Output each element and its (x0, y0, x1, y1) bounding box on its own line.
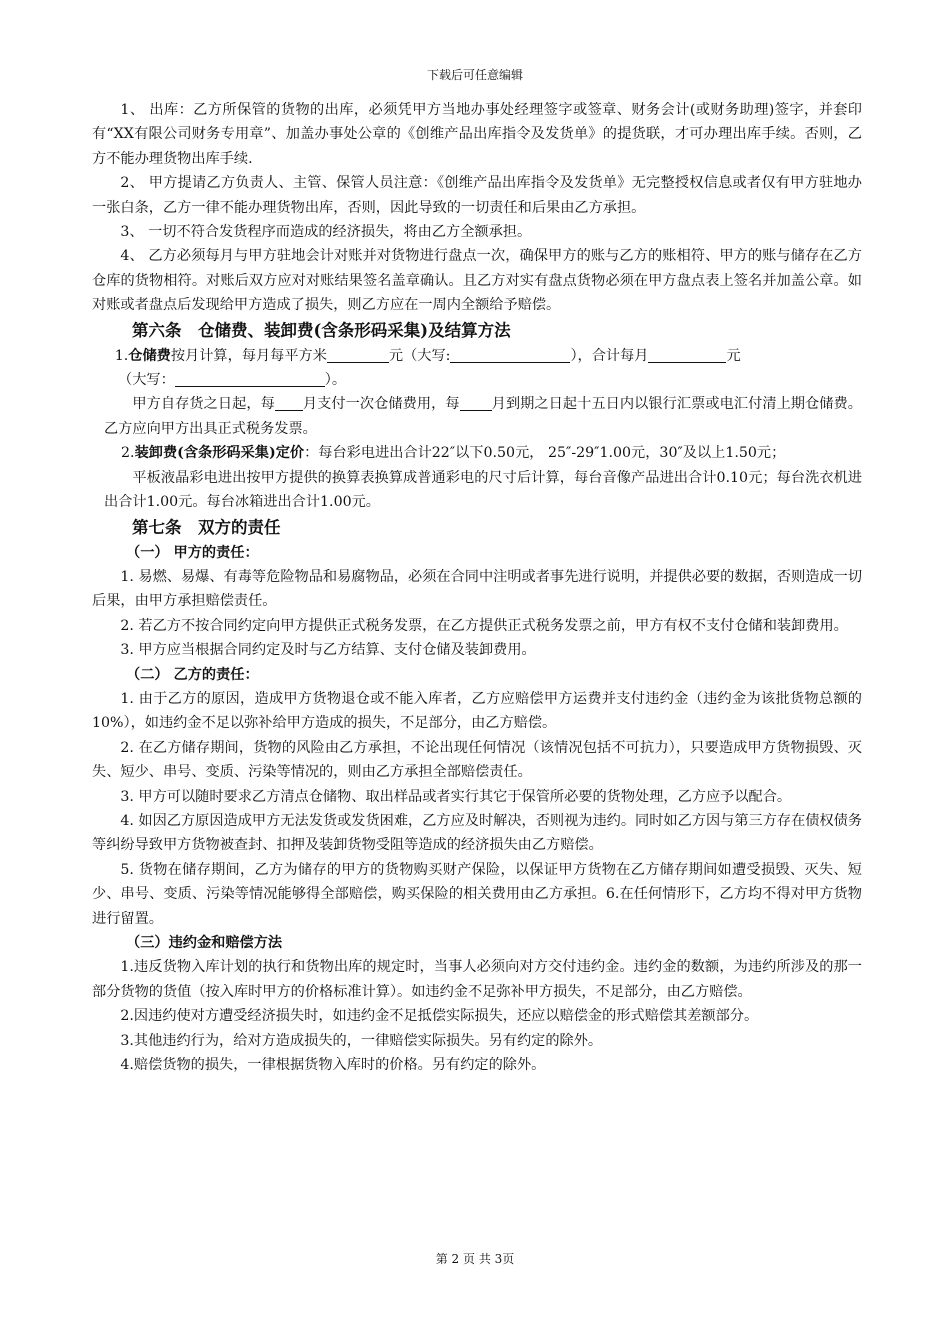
storage-fee-line (92, 344, 862, 368)
document-body (92, 98, 862, 1077)
handling-fee-text: ：每台彩电进出合计22″以下0.50元， 25″-29″1.00元，30″及以上1.50元； (304, 445, 786, 462)
party-b-duty-5: 5. 货物在储存期间，乙方为储存的甲方的货物购买财产保险，以保证甲方货物在乙方储存期间如遭受损毁、灭失、短少、串号、变质、污染等情况能够得全部赔偿，购买保险的相关费用由乙方承担。6.在任何情形下，乙方均不得对甲方货物进行留置。 (92, 861, 862, 927)
handling-fee-detail: 平板液晶彩电进出按甲方提供的换算表换算成普通彩电的尺寸后计算，每台音像产品进出合计0.10元；每台洗衣机进出合计1.00元。每台冰箱进出合计1.00元。 (104, 469, 862, 511)
blank-price[interactable] (327, 347, 389, 363)
storage-fee-words-a: （大写： (118, 372, 175, 389)
party-a-duties-title: （一） 甲方的责任： (126, 544, 259, 561)
clause-outbound: 1、 出库：乙方所保管的货物的出库，必须凭甲方当地办事处经理签字或签章、财务会计(或财务助理)签字，并套印有“XX有限公司财务专用章”、加盖办事处公章的《创维产品出库指令及发货单》的提货联，才可办理出库手续。否则，乙方不能办理货物出库手续. (92, 102, 862, 167)
article-7-title: 第七条 双方的责任 (132, 517, 281, 537)
party-b-duty-2: 2. 在乙方储存期间，货物的风险由乙方承担，不论出现任何情况（该情况包括不可抗力），只要造成甲方货物损毁、灭失、短少、串号、变质、污染等情况的，则由乙方承担全部赔偿责任。 (92, 739, 862, 781)
party-b-duties-title: （二） 乙方的责任： (126, 666, 259, 683)
penalty-1: 1.违反货物入库计划的执行和货物出库的规定时，当事人必须向对方交付违约金。违约金的数额，为违约所涉及的那一部分货物的货值（按入库时甲方的价格标准计算）。如违约金不足弥补甲方损失，不足部分，由乙方赔偿。 (92, 959, 862, 1000)
blank-monthly-words[interactable] (175, 371, 325, 387)
clause-reconciliation: 4、 乙方必须每月与甲方驻地会计对账并对货物进行盘点一次，确保甲方的账与乙方的账相符、甲方的账与储存在乙方仓库的货物相符。对账后双方应对对账结果签名盖章确认。且乙方对实有盘点货物必须在甲方盘点表上签名并加盖公章。如对账或者盘点后发现给甲方造成了损失，则乙方应在一周内全额给予赔偿。 (92, 248, 862, 314)
page-footer (0, 1250, 950, 1267)
article-6-title: 第六条 仓储费、装卸费(含条形码采集)及结算方法 (132, 320, 511, 340)
storage-fee-words-b: ）。 (324, 372, 347, 389)
storage-fee-label: 仓储费 (128, 347, 171, 364)
storage-payment-line (92, 392, 862, 441)
party-b-duty-1: 1. 由于乙方的原因，造成甲方货物退仓或不能入库者，乙方应赔偿甲方运费并支付违约金（违约金为该批货物总额的10%），如违约金不足以弥补给甲方造成的损失，不足部分，由乙方赔偿。 (92, 690, 862, 732)
blank-monthly-total[interactable] (648, 347, 726, 363)
party-b-duty-3: 3. 甲方可以随时要求乙方清点仓储物、取出样品或者实行其它于保管所必要的货物处理，乙方应予以配合。 (120, 788, 792, 805)
blank-months-1[interactable] (275, 395, 303, 411)
storage-fee-num: 1. (114, 347, 129, 364)
storage-fee-text-d: 元 (726, 347, 741, 364)
storage-fee-text-a: 按月计算，每月每平方米 (170, 347, 327, 364)
page-number: 第 2 页 共 3页 (435, 1252, 515, 1266)
party-b-duty-4: 4. 如因乙方原因造成甲方无法发货或发货困难，乙方应及时解决，否则视为违约。同时如乙方因与第三方存在债权债务等纠纷导致甲方货物被查封、扣押及装卸货物受阻等造成的经济损失由乙方赔偿。 (92, 812, 863, 854)
storage-payment-c: 月到期之日起十五日内以银行汇票或电汇付清上期仓储费。乙方应向甲方出具正式税务发票。 (104, 396, 862, 437)
storage-payment-a: 甲方自存货之日起，每 (132, 396, 275, 413)
penalty-4: 4.赔偿货物的损失，一律根据货物入库时的价格。另有约定的除外。 (120, 1057, 546, 1074)
handling-fee-label: 装卸费(含条形码采集)定价 (134, 445, 305, 462)
penalty-3: 3.其他违约行为，给对方造成损失的，一律赔偿实际损失。另有约定的除外。 (120, 1032, 603, 1049)
penalty-2: 2.因违约使对方遭受经济损失时，如违约金不足抵偿实际损失，还应以赔偿金的形式赔偿其差额部分。 (120, 1008, 759, 1025)
clause-authorization: 2、 甲方提请乙方负责人、主管、保管人员注意：《创维产品出库指令及发货单》无完整授权信息或者仅有甲方驻地办一张白条，乙方一律不能办理货物出库，否则，因此导致的一切责任和后果由乙方承担。 (92, 175, 862, 216)
party-a-duty-3: 3. 甲方应当根据合同约定及时与乙方结算、支付仓储及装卸费用。 (120, 642, 536, 659)
storage-fee-text-c: ），合计每月 (570, 347, 649, 364)
page-header: 下载后可任意编辑 (426, 68, 523, 82)
storage-fee-text-b: 元（大写: (388, 347, 451, 364)
handling-fee-line (92, 441, 862, 465)
party-a-duty-2: 2. 若乙方不按合同约定向甲方提供正式税务发票，在乙方提供正式税务发票之前，甲方有权不支付仓储和装卸费用。 (120, 617, 848, 634)
blank-months-2[interactable] (460, 395, 492, 411)
blank-price-words[interactable] (450, 347, 570, 363)
storage-fee-words-line (92, 368, 862, 392)
storage-payment-b: 月支付一次仓储费用，每 (302, 396, 460, 413)
handling-fee-num: 2. (121, 445, 135, 462)
party-a-duty-1: 1. 易燃、易爆、有毒等危险物品和易腐物品，必须在合同中注明或者事先进行说明，并提供必要的数据，否则造成一切后果，由甲方承担赔偿责任。 (92, 568, 863, 610)
clause-loss: 3、 一切不符合发货程序而造成的经济损失，将由乙方全额承担。 (120, 224, 532, 241)
penalty-title: （三）违约金和赔偿方法 (126, 935, 283, 951)
